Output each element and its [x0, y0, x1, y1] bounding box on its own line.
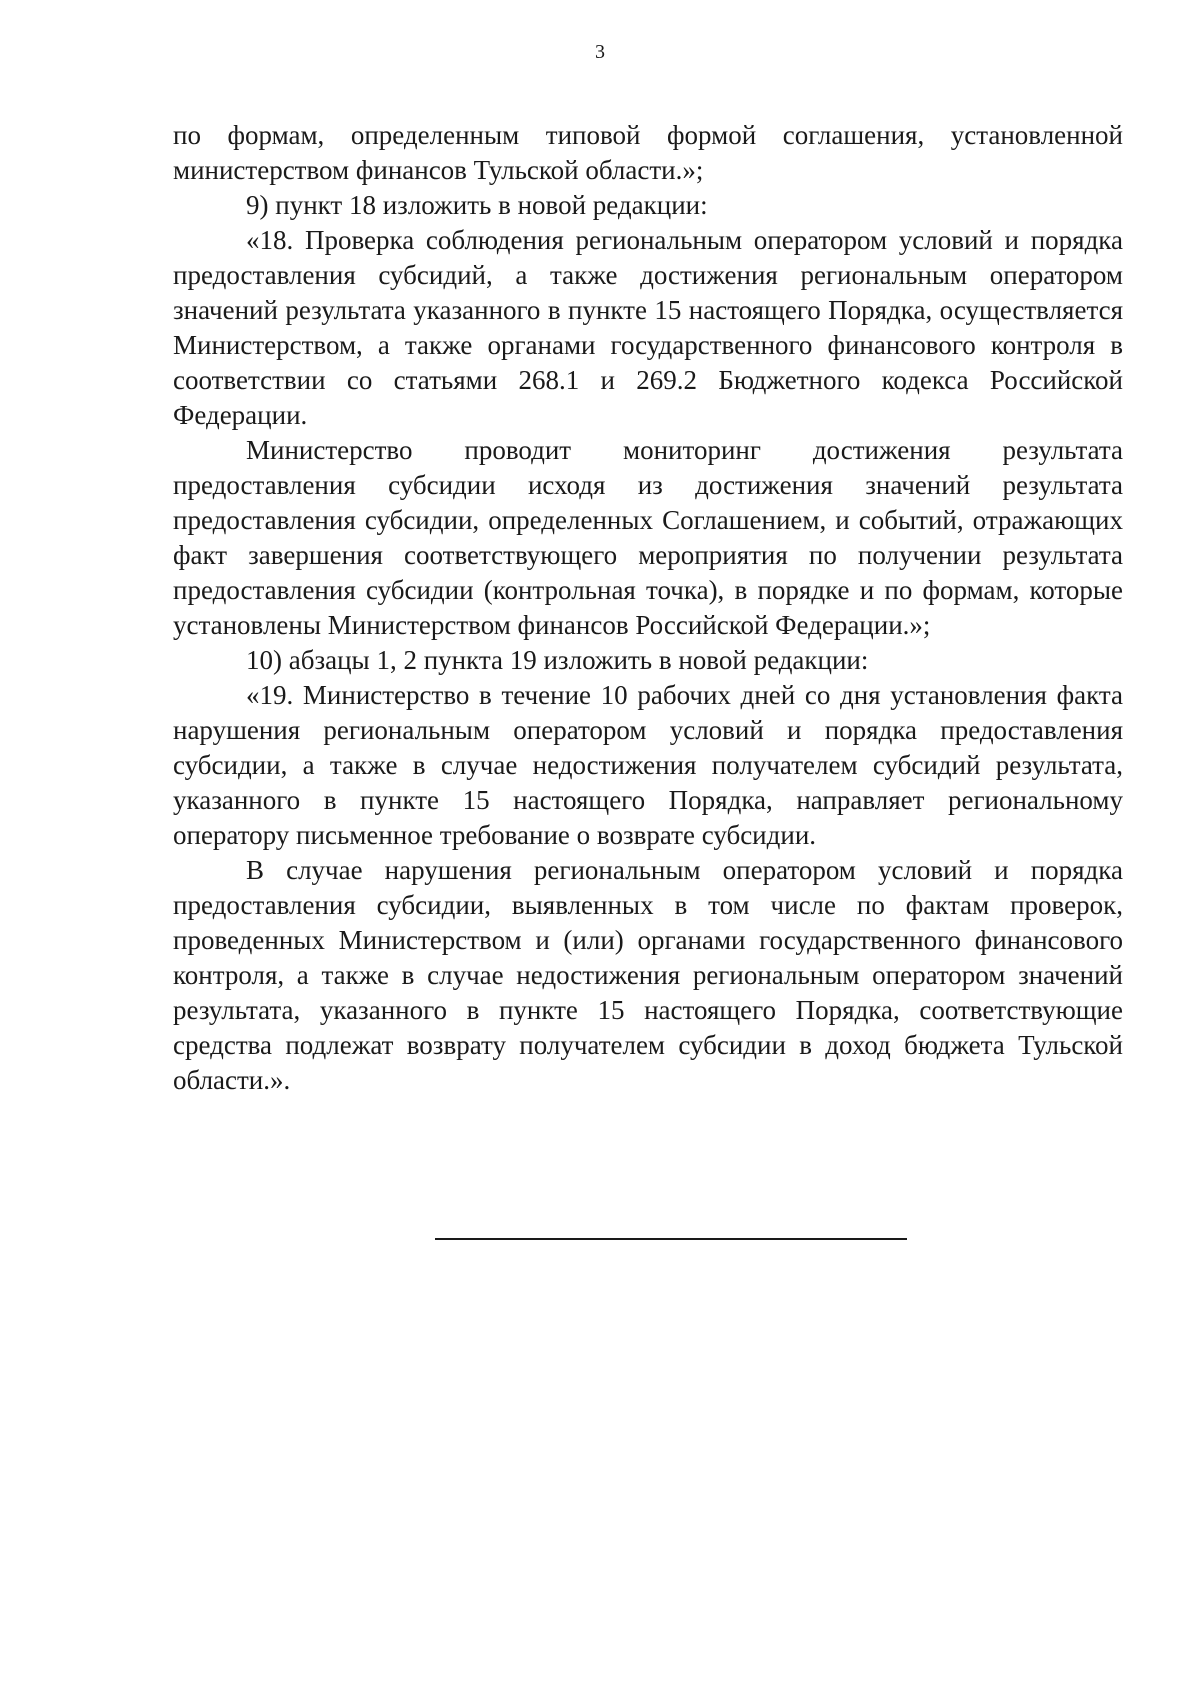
paragraph-continuation: по формам, определенным типовой формой соглашения, установленной министерством финансов Тульской области.»;	[173, 120, 1123, 185]
end-of-document-line	[435, 1238, 907, 1240]
page-number: 3	[595, 41, 605, 63]
document-body	[173, 118, 1123, 1098]
paragraph-item-9: 9) пункт 18 изложить в новой редакции:	[246, 190, 708, 220]
paragraph-item-10: 10) абзацы 1, 2 пункта 19 изложить в новой редакции:	[246, 645, 869, 675]
paragraph-point-19: «19. Министерство в течение 10 рабочих дней со дня установления факта нарушения региональным оператором условий и порядка предоставления субсидии, а также в случае недостижения получателем субсидий результата, указанного в пункте 15 настоящего Порядка, направляет региональному оператору письменное требование о возврате субсидии.	[173, 680, 1123, 850]
paragraph-point-18: «18. Проверка соблюдения региональным оператором условий и порядка предоставления субсидий, а также достижения региональным оператором значений результата указанного в пункте 15 настоящего Порядка, осуществляется Министерством, а также органами государственного финансового контроля в соответствии со статьями 268.1 и 269.2 Бюджетного кодекса Российской Федерации.	[173, 225, 1123, 430]
paragraph-violation: В случае нарушения региональным оператором условий и порядка предоставления субсидии, выявленных в том числе по фактам проверок, проведенных Министерством и (или) органами государственного финансового контроля, а также в случае недостижения региональным оператором значений результата, указанного в пункте 15 настоящего Порядка, соответствующие средства подлежат возврату получателем субсидии в доход бюджета Тульской области.».	[173, 855, 1123, 1095]
paragraph-monitoring: Министерство проводит мониторинг достижения результата предоставления субсидии исходя из достижения значений результата предоставления субсидии, определенных Соглашением, и событий, отражающих факт завершения соответствующего мероприятия по получении результата предоставления субсидии (контрольная точка), в порядке и по формам, которые установлены Министерством финансов Российской Федерации.»;	[173, 435, 1123, 640]
